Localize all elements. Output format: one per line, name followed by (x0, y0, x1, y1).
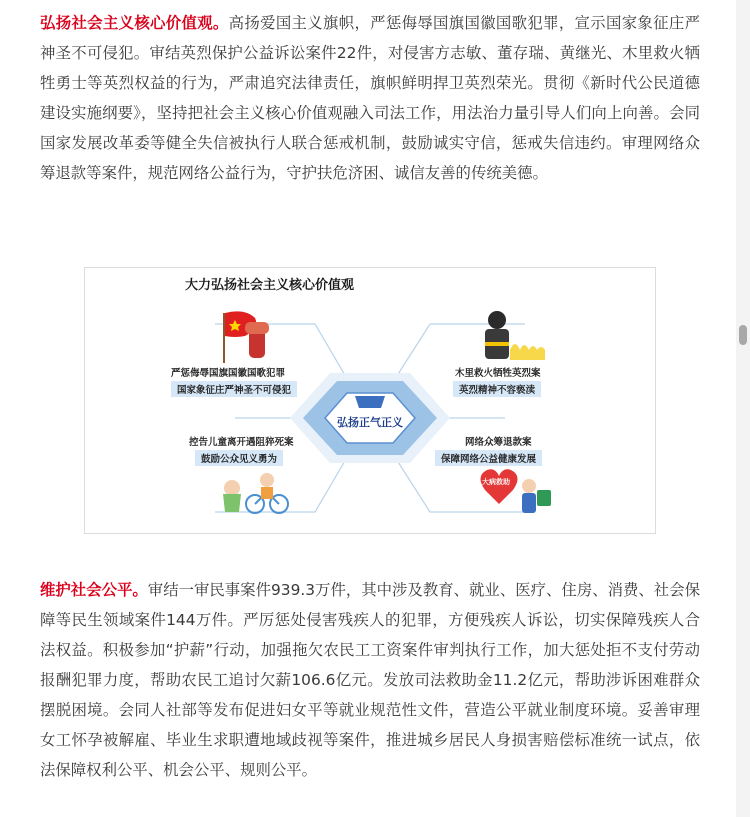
item-tag-crowdfund: 保障网络公益健康发展 (435, 450, 542, 466)
infographic-title: 大力弘扬社会主义核心价值观 (185, 278, 355, 293)
donation-badge-text: 大病救助 (482, 477, 510, 486)
section-body-fairness: 审结一审民事案件939.3万件，其中涉及教育、就业、医疗、住房、消费、社会保障等民生领域案件144万件。严厉惩处侵害残疾人的犯罪，方便残疾人诉讼，切实保障残疾人合法权益。积极参加“护薪”行动，加强拖欠农民工工资案件审判执行工作，加大惩处拒不支付劳动报酬犯罪力度，帮助农民工追讨欠薪106.6亿元。发放司法救助金11.2亿元，帮助涉诉困难群众摆脱困境。会同人社部等发布促进妇女平等就业规范性文件，营造公平就业制度环境。妥善审理女工怀孕被解雇、毕业生求职遭地域歧视等案件，推进城乡居民人身损害赔偿标准统一试点，依法保障权利公平、机会公平、规则公平。 (40, 581, 700, 779)
section-body-values: 高扬爱国主义旗帜，严惩侮辱国旗国徽国歌犯罪，宣示国家象征庄严神圣不可侵犯。审结英烈保护公益诉讼案件22件，对侵害方志敏、董存瑞、黄继光、木里救火牺牲勇士等英烈权益的行为，严肃追究法律责任，旗帜鲜明捍卫英烈荣光。贯彻《新时代公民道德建设实施纲要》，坚持把社会主义核心价值观融入司法工作，用法治力量引导人们向上向善。会同国家发展改革委等健全失信被执行人联合惩戒机制，鼓励诚实守信，惩戒失信违约。审理网络众筹退款等案件，规范网络公益行为，守护扶危济困、诚信友善的传统美德。 (40, 14, 700, 182)
item-caption-child: 控告儿童离开遇阻猝死案 (189, 437, 294, 448)
item-tag-child: 鼓励公众见义勇为 (195, 450, 283, 466)
page-scrollbar[interactable] (736, 0, 750, 817)
infographic-graphics (85, 268, 655, 533)
section-heading-fairness: 维护社会公平。 (40, 581, 148, 599)
donation-heart-icon (480, 469, 551, 513)
section-heading-values: 弘扬社会主义核心价值观。 (40, 14, 229, 32)
section-paragraph-fairness (40, 575, 700, 785)
item-caption-crowdfund: 网络众筹退款案 (465, 437, 532, 448)
item-caption-flag: 严惩侮辱国旗国徽国歌犯罪 (171, 368, 286, 379)
item-caption-fire: 木里救火牺牲英烈案 (455, 368, 541, 379)
item-tag-flag: 国家象征庄严神圣不可侵犯 (171, 381, 297, 397)
infographic-center-label: 弘扬正气正义 (337, 416, 403, 429)
item-tag-fire: 英烈精神不容亵渎 (453, 381, 541, 397)
scrollbar-thumb[interactable] (739, 325, 747, 345)
child-bike-icon (223, 473, 288, 513)
firefighter-icon (485, 311, 545, 360)
flag-fist-icon (223, 311, 269, 363)
infographic-figure (84, 267, 656, 534)
shield-icon (355, 396, 385, 408)
section-paragraph-values (40, 8, 700, 188)
